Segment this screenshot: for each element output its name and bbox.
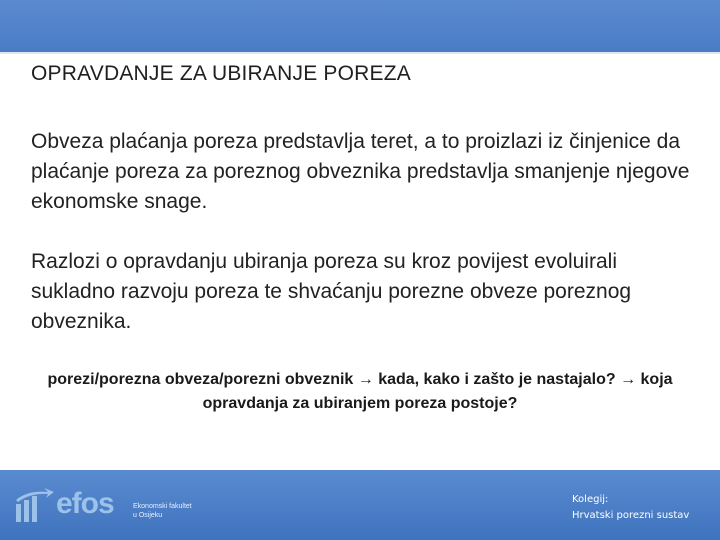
logo-wordmark: efos bbox=[56, 487, 114, 520]
slide-title: OPRAVDANJE ZA UBIRANJE POREZA bbox=[31, 62, 411, 85]
highlight-text: porezi/porezna obveza/porezni obveznik → kada, kako i zašto je nastajalo? → koja opravdanja za ubiranjem poreza postoje? bbox=[47, 371, 673, 412]
course-name: Hrvatski porezni sustav bbox=[572, 510, 690, 521]
course-label: Kolegij: bbox=[572, 494, 609, 505]
logo-subtitle-line-2: u Osijeku bbox=[133, 512, 163, 519]
logo-subtitle bbox=[133, 502, 213, 520]
header-bar bbox=[0, 0, 720, 52]
paragraph-2: Razlozi o opravdanju ubiranja poreza su kroz povijest evoluirali sukladno razvoju poreza te shvaćanju porezne obveze poreznog obveznika. bbox=[31, 250, 632, 333]
paragraph-1: Obveza plaćanja poreza predstavlja teret, a to proizlazi iz činjenice da plaćanje poreza za poreznog obveznika predstavlja smanjenje njegove ekonomske snage. bbox=[31, 130, 690, 213]
logo-subtitle-line-1: Ekonomski fakultet bbox=[133, 503, 192, 510]
course-info bbox=[572, 492, 689, 524]
efos-logo-icon bbox=[14, 486, 58, 526]
efos-logo bbox=[14, 486, 204, 526]
